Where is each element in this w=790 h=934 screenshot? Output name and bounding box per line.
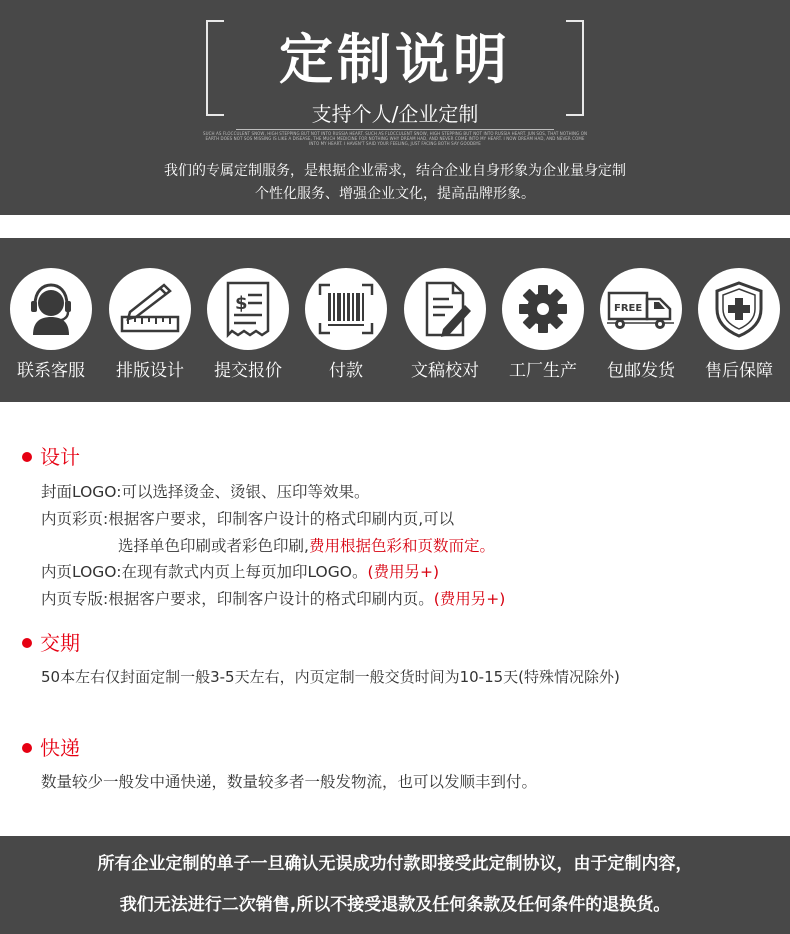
intro-line-2: 个性化服务、增强企业文化，提高品牌形象。 (255, 186, 535, 202)
receipt-icon (207, 268, 289, 350)
customer-service-icon (10, 268, 92, 350)
service-label: 排版设计 (116, 361, 184, 381)
service-label: 付款 (329, 361, 363, 381)
decorative-fine-print: SUCH AS FLOCCULENT SNOW, HIGH STEPPING BUT NOT INTO RUSSIA HEART. SUCH AS FLOCCULENT SNOW, HIGH STEPPING BUT NOT INTO RUSSIA HEART. JUN SOS, THAT NOTHING ON EARTH DOES NOT SOS MISSING IS LIKE A DISEASE, THE MUCH MEDICINE FOR NOTHING WHY DREAM HAD, AND NEVER COME INTO MY HEART. I NOW DREAM HAD, AND NEVER COME INTO MY HEART. I HAVEN'T SAID YOUR FEELING, JUST FACING BOTH SAY GOODBYE (202, 131, 588, 146)
service-item-design (100, 238, 198, 402)
service-process-band (0, 238, 790, 402)
design-inner-color-text: 选择单色印刷或者彩色印刷, (118, 537, 309, 555)
policy-line-2: 我们无法进行二次销售,所以不接受退款及任何条款及任何条件的退换货。 (119, 895, 671, 915)
extra-fee-note: (费用另+) (433, 590, 506, 608)
design-inner-color-line: 内页彩页:根据客户要求，印制客户设计的格式印刷内页,可以 (41, 510, 455, 528)
design-inner-color-line-2 (118, 535, 495, 557)
barcode-icon (305, 268, 387, 350)
service-label: 工厂生产 (509, 361, 577, 381)
service-item-payment (296, 238, 394, 402)
design-inner-custom-text: 内页专版:根据客户要求，印制客户设计的格式印刷内页。 (41, 590, 434, 608)
page-title: 定制说明 (279, 28, 511, 91)
policy-line-1: 所有企业定制的单子一旦确认无误成功付款即接受此定制协议，由于定制内容， (97, 854, 693, 874)
section-design-heading (22, 444, 80, 470)
section-title: 设计 (40, 445, 80, 469)
service-item-quote (198, 238, 296, 402)
section-delivery-time-heading (22, 630, 80, 656)
intro-text (0, 160, 790, 206)
express-text: 数量较少一般发中通快递，数量较多者一般发物流，也可以发顺丰到付。 (41, 773, 538, 791)
document-edit-icon (404, 268, 486, 350)
delivery-time-text: 50本左右仅封面定制一般3-5天左右，内页定制一般交货时间为10-15天(特殊情况除外) (41, 668, 620, 686)
shield-plus-icon (698, 268, 780, 350)
svg-text:FREE: FREE (614, 303, 643, 314)
intro-line-1: 我们的专属定制服务，是根据企业需求，结合企业自身形象为企业量身定制 (164, 163, 626, 179)
service-label: 提交报价 (214, 361, 282, 381)
service-item-contact (1, 238, 99, 402)
ruler-pencil-icon (109, 268, 191, 350)
service-label: 文稿校对 (411, 361, 479, 381)
policy-footer (0, 836, 790, 934)
design-cover-line: 封面LOGO:可以选择烫金、烫银、压印等效果。 (41, 483, 370, 501)
gear-icon (502, 268, 584, 350)
design-inner-logo-text: 内页LOGO:在现有款式内页上每页加印LOGO。 (41, 563, 368, 581)
section-express-heading (22, 735, 80, 761)
page-subtitle: 支持个人/企业定制 (311, 102, 479, 126)
service-item-production (493, 238, 591, 402)
service-label: 售后保障 (705, 361, 773, 381)
section-title: 交期 (40, 631, 80, 655)
price-note: 费用根据色彩和页数而定。 (308, 537, 495, 555)
service-label: 联系客服 (17, 361, 85, 381)
bullet-dot-icon (22, 638, 32, 648)
service-item-shipping (591, 238, 689, 402)
service-item-aftersales (689, 238, 787, 402)
bullet-dot-icon (22, 743, 32, 753)
design-inner-custom-line (41, 588, 505, 610)
section-title: 快递 (40, 736, 80, 760)
design-inner-logo-line (41, 561, 439, 583)
free-delivery-truck-icon (600, 268, 682, 350)
service-label: 包邮发货 (607, 361, 675, 381)
bullet-dot-icon (22, 452, 32, 462)
subtitle-divider (236, 129, 554, 130)
extra-fee-note: (费用另+) (367, 563, 440, 581)
svg-text:$: $ (235, 293, 248, 314)
header-banner (0, 0, 790, 215)
service-item-proofreading (395, 238, 493, 402)
